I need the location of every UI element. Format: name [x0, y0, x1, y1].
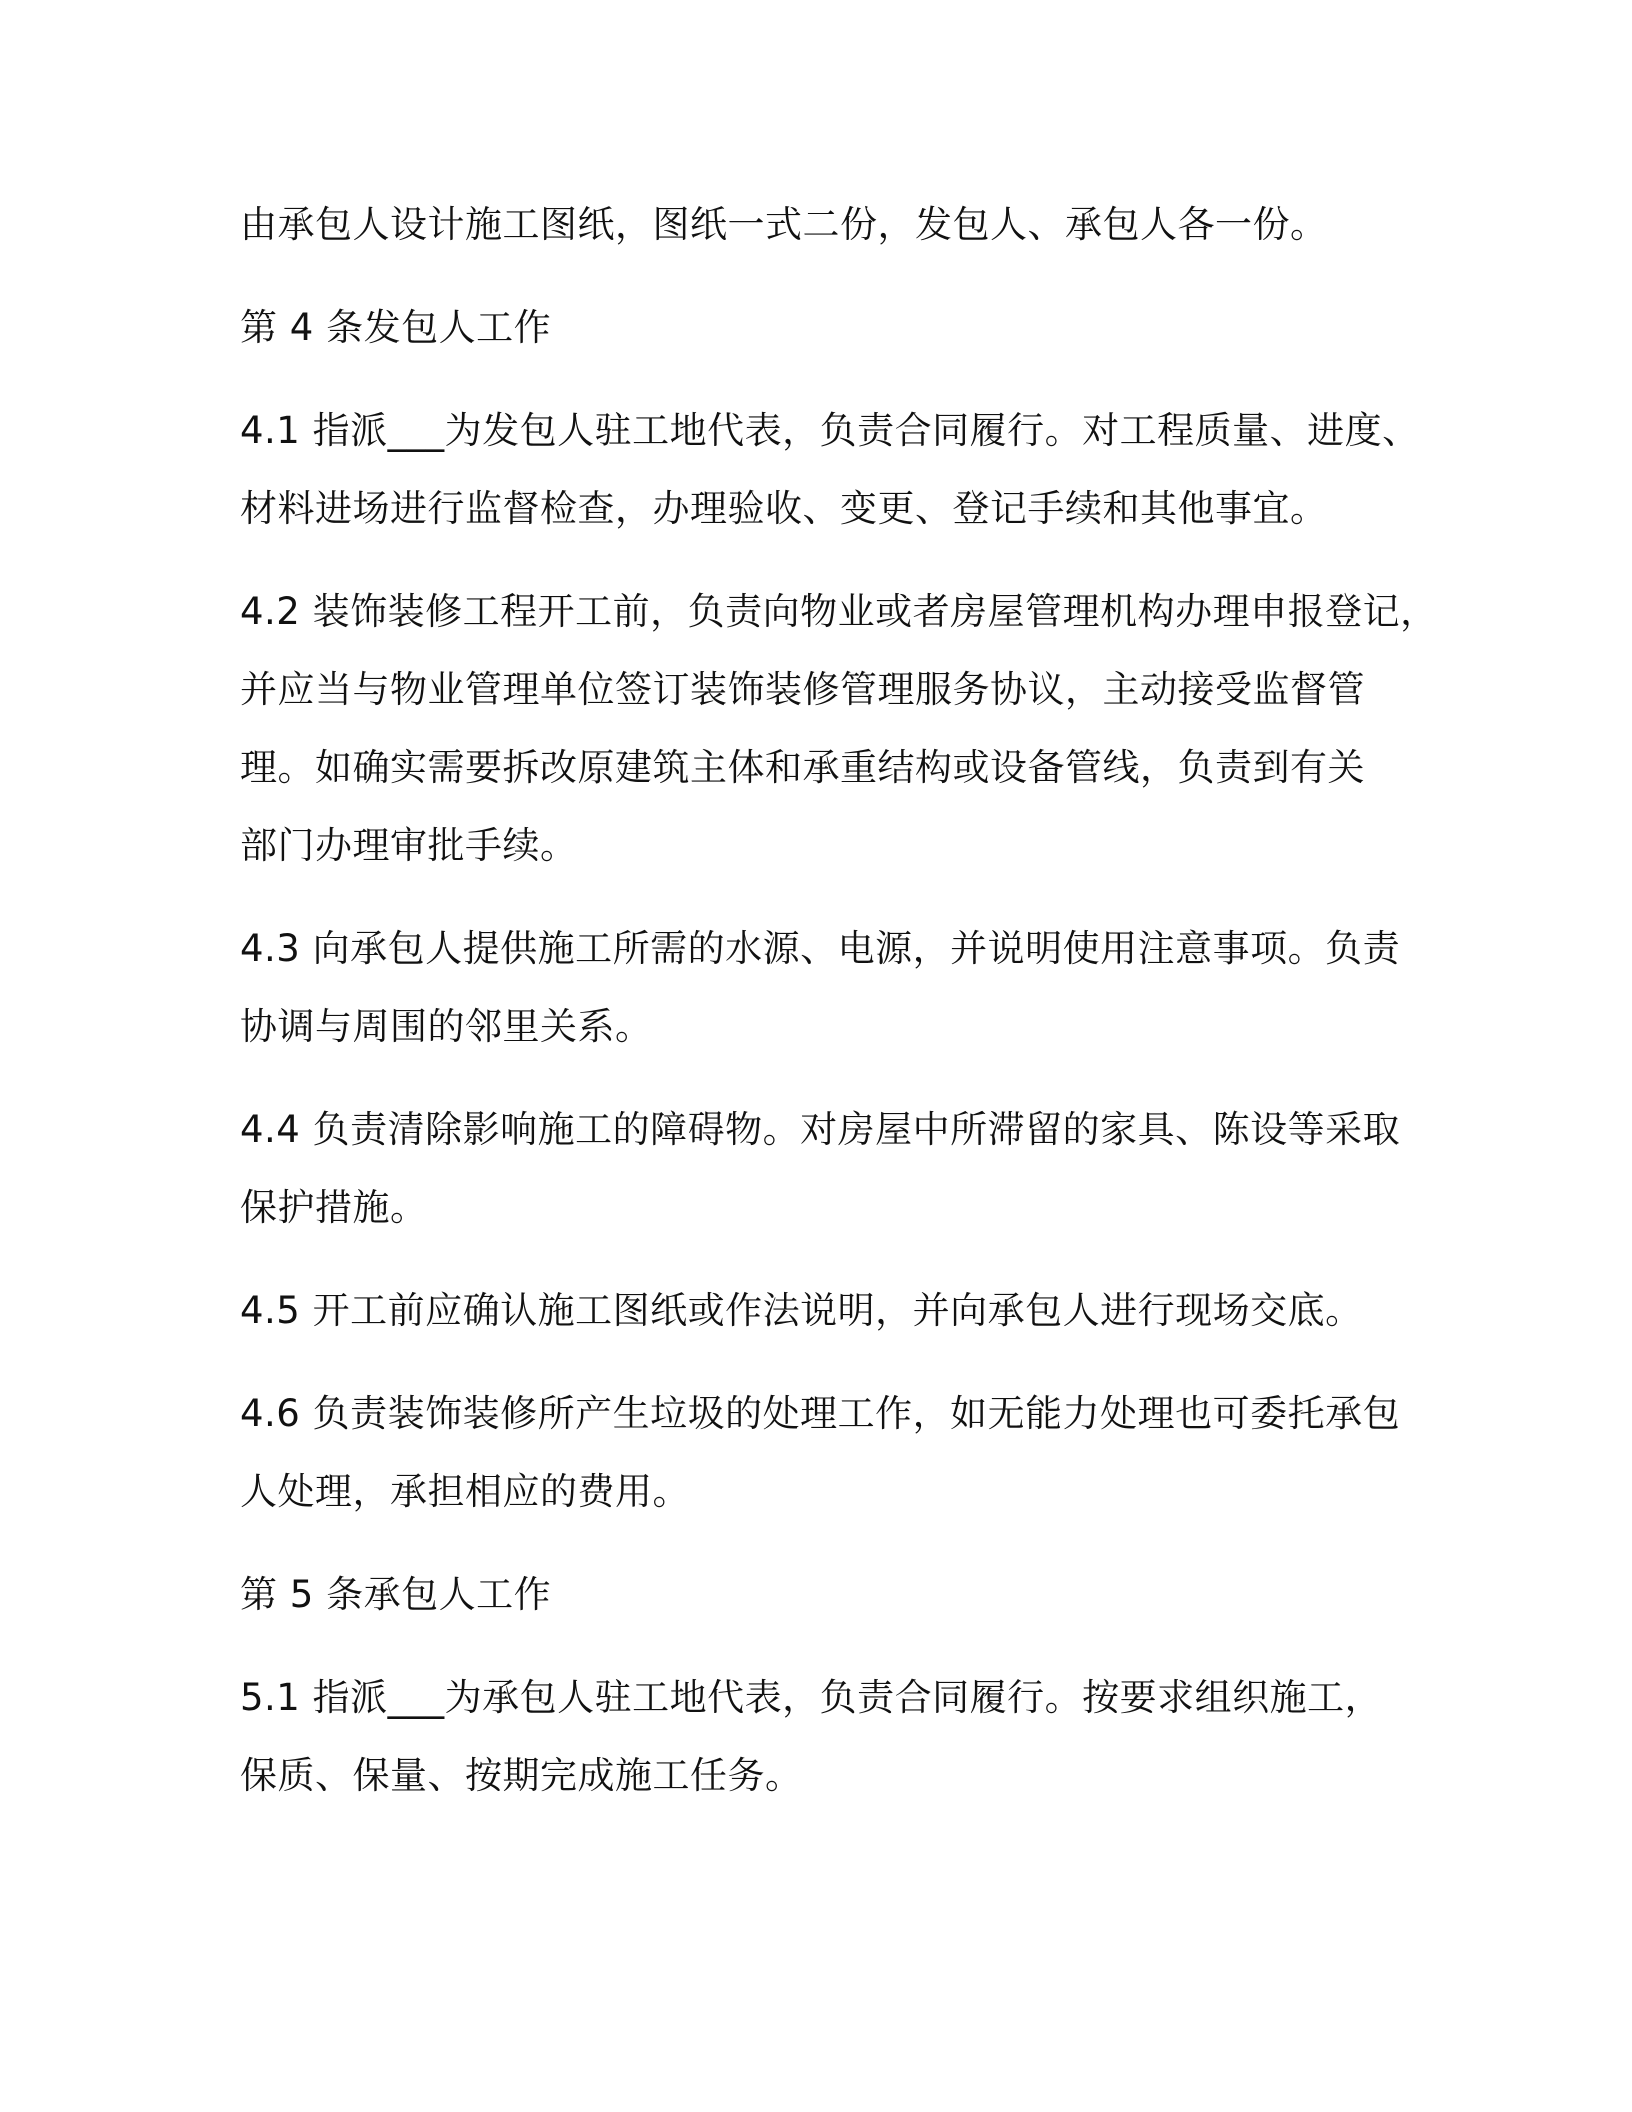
text-line: 材料进场进行监督检查，办理验收、变更、登记手续和其他事宜。 — [240, 487, 1328, 530]
text-line: 由承包人设计施工图纸，图纸一式二份，发包人、承包人各一份。 — [240, 203, 1328, 246]
text-line: 保质、保量、按期完成施工任务。 — [240, 1754, 803, 1797]
text-line: 4.1 指派___为发包人驻工地代表，负责合同履行。对工程质量、进度、 — [240, 409, 1420, 452]
clause-4-4 — [240, 1091, 1410, 1247]
text-line: 4.6 负责装饰装修所产生垃圾的处理工作，如无能力处理也可委托承包 — [240, 1392, 1401, 1435]
text-line: 协调与周围的邻里关系。 — [240, 1005, 653, 1048]
heading-article-5 — [240, 1556, 1410, 1634]
heading-article-4 — [240, 289, 1410, 367]
clause-4-2 — [240, 573, 1438, 885]
text-line: 4.2 装饰装修工程开工前，负责向物业或者房屋管理机构办理申报登记， — [240, 590, 1438, 633]
text-line: 第 5 条承包人工作 — [240, 1573, 552, 1616]
text-line: 保护措施。 — [240, 1186, 428, 1229]
clause-4-5 — [240, 1272, 1410, 1350]
text-line: 4.5 开工前应确认施工图纸或作法说明，并向承包人进行现场交底。 — [240, 1289, 1363, 1332]
text-line: 部门办理审批手续。 — [240, 824, 578, 867]
text-line: 4.3 向承包人提供施工所需的水源、电源，并说明使用注意事项。负责 — [240, 927, 1401, 970]
text-line: 并应当与物业管理单位签订装饰装修管理服务协议，主动接受监督管 — [240, 668, 1365, 711]
text-line: 5.1 指派___为承包人驻工地代表，负责合同履行。按要求组织施工， — [240, 1676, 1383, 1719]
clause-4-6 — [240, 1375, 1410, 1531]
text-line: 理。如确实需要拆改原建筑主体和承重结构或设备管线，负责到有关 — [240, 746, 1365, 789]
text-line: 第 4 条发包人工作 — [240, 306, 552, 349]
document-body — [240, 186, 1438, 1815]
text-line: 人处理，承担相应的费用。 — [240, 1470, 690, 1513]
paragraph-drawings-copies — [240, 186, 1410, 264]
clause-4-1 — [240, 392, 1420, 548]
text-line: 4.4 负责清除影响施工的障碍物。对房屋中所滞留的家具、陈设等采取 — [240, 1108, 1401, 1151]
clause-4-3 — [240, 910, 1410, 1066]
clause-5-1 — [240, 1659, 1410, 1815]
